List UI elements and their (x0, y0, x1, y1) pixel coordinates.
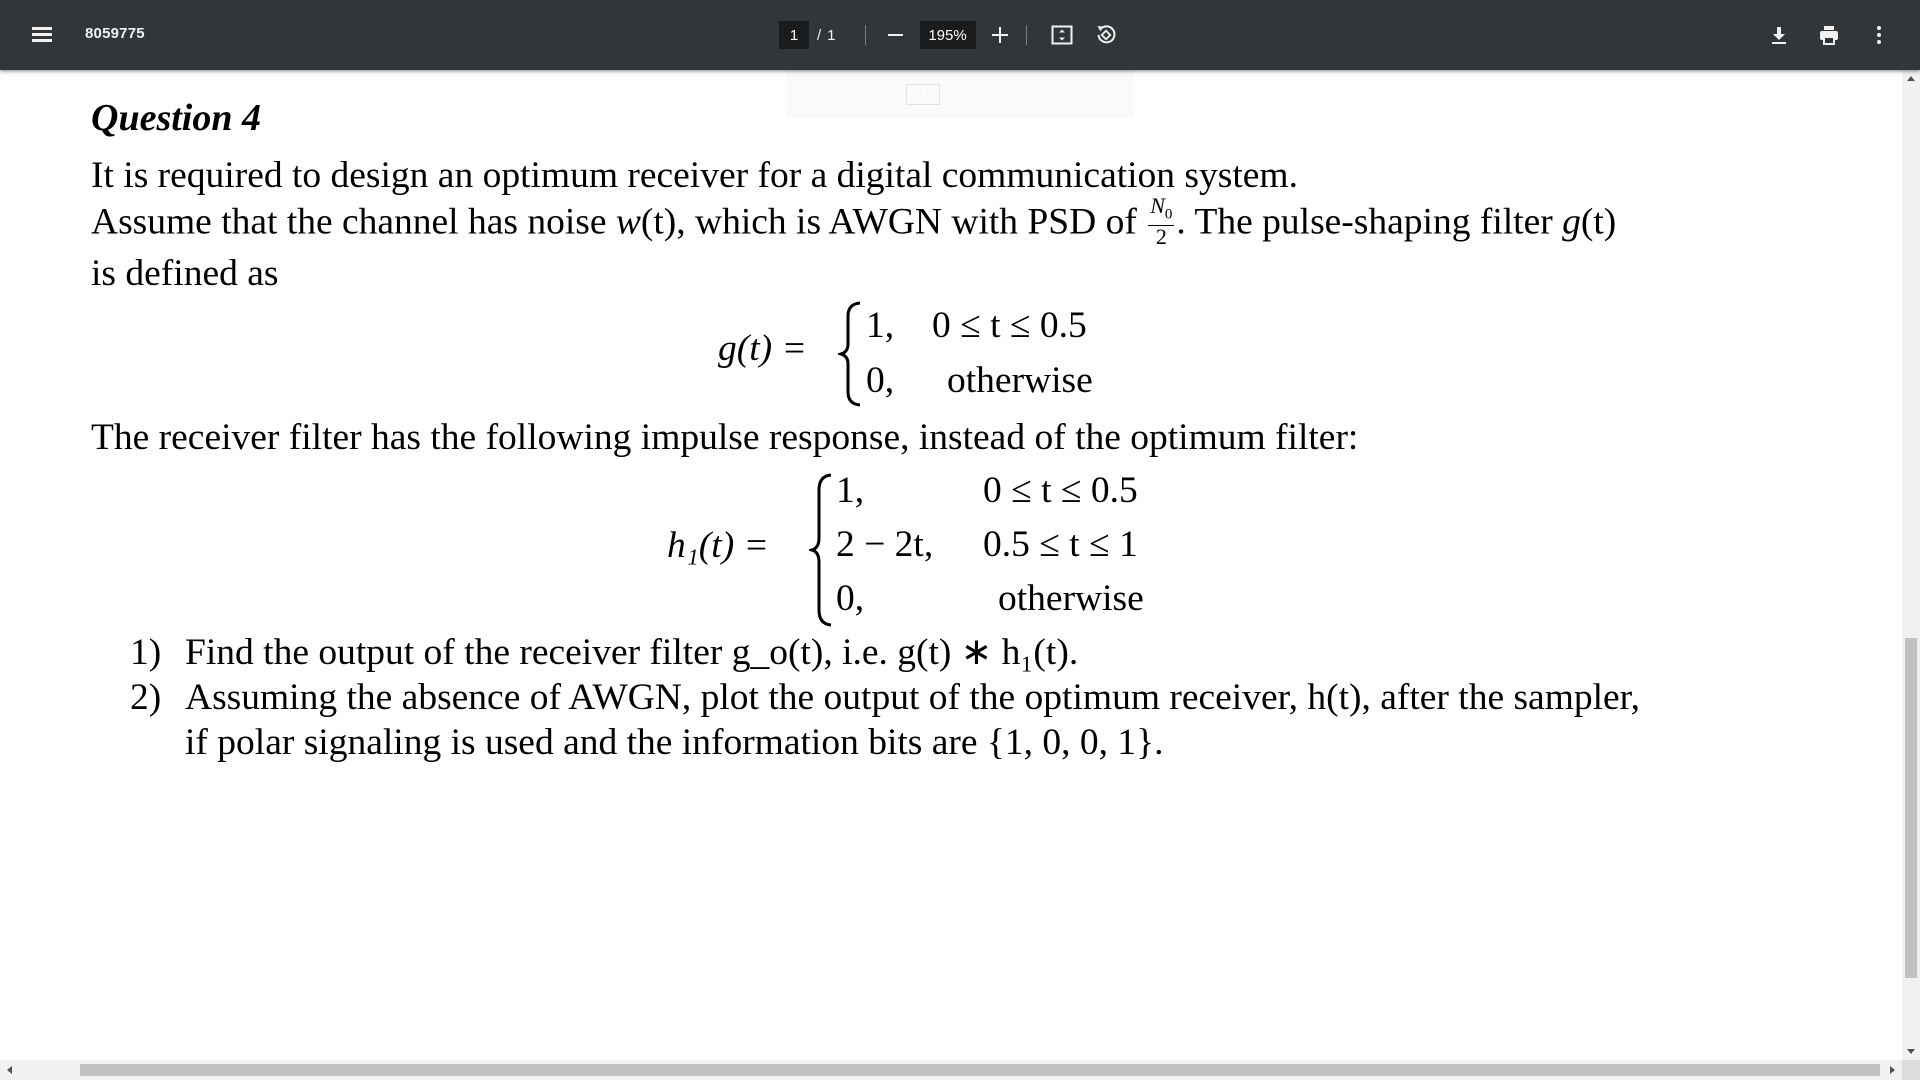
text-run: (t) (1580, 201, 1617, 243)
case-condition: otherwise (998, 578, 1144, 620)
fraction-subscript: 0 (1164, 206, 1173, 223)
case-condition: 0 ≤ t ≤ 0.5 (983, 470, 1138, 512)
fit-page-icon[interactable] (1049, 22, 1075, 48)
pdf-page-content (91, 96, 1791, 765)
equation-lhs: h₁(t) = (667, 525, 769, 567)
list-text: Assuming the absence of AWGN, plot the output of the optimum receiver, h(t), after the sampler, (185, 677, 1641, 719)
scroll-up-icon[interactable] (1907, 76, 1915, 81)
paragraph-line: It is required to design an optimum receiver for a digital communication system. (91, 155, 1298, 196)
toolbar-actions (1766, 22, 1892, 48)
text-run: Assume that the channel has noise (91, 201, 616, 243)
scrollbar-corner (1902, 1060, 1920, 1080)
list-item (91, 630, 1791, 675)
total-pages: 1 (827, 26, 836, 44)
list-number: 2) (130, 677, 162, 719)
tooltip-text: to exit full screen (946, 85, 1059, 103)
rotate-icon[interactable] (1093, 22, 1119, 48)
text-run: . The pulse-shaping filter (1176, 201, 1563, 243)
equation-h1 (91, 460, 1791, 630)
download-icon[interactable] (1766, 22, 1792, 48)
toolbar-divider (1026, 25, 1027, 45)
pdf-viewport[interactable] (0, 70, 1902, 1060)
page-separator: / (817, 26, 822, 44)
case-value: 1, (866, 305, 895, 347)
paragraph-line (91, 193, 1791, 251)
case-value: 1, (836, 470, 865, 512)
fraction-denominator: 2 (1155, 224, 1167, 250)
question-heading: Question 4 (91, 97, 261, 139)
scroll-right-icon[interactable] (1890, 1066, 1895, 1074)
horizontal-scroll-thumb[interactable] (80, 1064, 1880, 1076)
case-condition: 0 ≤ t ≤ 0.5 (932, 305, 1087, 347)
tooltip-key: F11 (906, 84, 941, 105)
pdf-toolbar (0, 0, 1920, 70)
list-number: 1) (130, 632, 162, 674)
math-var: g (1562, 201, 1581, 243)
list-text: if polar signaling is used and the information bits are {1, 0, 0, 1}. (185, 722, 1164, 764)
zoom-out-icon[interactable] (884, 23, 908, 47)
document-title: 8059775 (85, 25, 145, 42)
text-run: (t), which is AWGN with PSD of (640, 201, 1147, 243)
case-value: 0, (836, 578, 865, 620)
vertical-scroll-thumb[interactable] (1905, 638, 1917, 978)
list-text: Find the output of the receiver filter g_o(t), i.e. g(t) ∗ h₁(t). (185, 632, 1079, 674)
math-var: w (615, 201, 641, 243)
zoom-level-input[interactable] (920, 21, 976, 49)
print-icon[interactable] (1816, 22, 1842, 48)
more-options-icon[interactable] (1866, 22, 1892, 48)
case-value: 2 − 2t, (836, 524, 934, 566)
page-zoom-controls (779, 21, 1119, 49)
horizontal-scrollbar[interactable] (0, 1060, 1902, 1080)
equation-lhs: g(t) = (718, 328, 807, 370)
left-brace (838, 300, 864, 408)
page-number-input[interactable] (779, 21, 809, 49)
toolbar-divider (865, 25, 866, 45)
list-item-continuation (91, 720, 1791, 765)
paragraph-line: is defined as (91, 253, 279, 295)
fraction-numerator: N (1150, 193, 1165, 218)
equation-g (91, 296, 1791, 410)
paragraph-line: The receiver filter has the following impulse response, instead of the optimum filter: (91, 417, 1359, 459)
tooltip-text: Press (861, 85, 900, 103)
scroll-down-icon[interactable] (1907, 1049, 1915, 1054)
case-value: 0, (866, 360, 895, 402)
vertical-scrollbar[interactable] (1902, 70, 1920, 1060)
menu-icon[interactable] (30, 22, 54, 46)
left-brace (809, 472, 835, 628)
list-item (91, 675, 1791, 720)
zoom-in-icon[interactable] (988, 23, 1012, 47)
psd-fraction (1148, 195, 1174, 248)
case-condition: otherwise (947, 360, 1093, 402)
scroll-left-icon[interactable] (7, 1066, 12, 1074)
question-list (91, 630, 1791, 765)
case-condition: 0.5 ≤ t ≤ 1 (983, 524, 1138, 566)
